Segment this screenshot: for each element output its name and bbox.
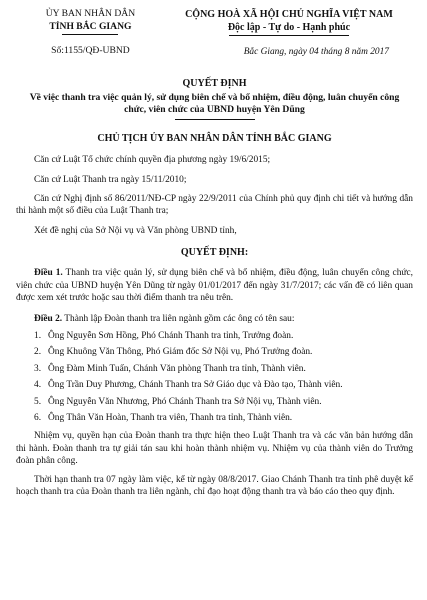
article-2 xyxy=(16,313,413,325)
legal-basis-4: Xét đề nghị của Sở Nội vụ và Văn phòng UBND tỉnh, xyxy=(34,225,237,236)
article-2-label: Điều 2. xyxy=(34,313,63,324)
list-item-number: 3. xyxy=(34,363,42,374)
list-item xyxy=(16,379,413,391)
subject-underline xyxy=(175,119,255,120)
list-item-text: Ông Khuông Văn Thông, Phó Giám đốc Sở Nội vụ, Phó Trưởng đoàn. xyxy=(48,347,313,358)
national-title: CỘNG HOÀ XÃ HỘI CHỦ NGHĨA VIỆT NAM xyxy=(185,9,393,20)
issue-date: Bắc Giang, ngày 04 tháng 8 năm 2017 xyxy=(243,47,389,58)
national-motto: Độc lập - Tự do - Hạnh phúc xyxy=(227,22,351,34)
list-item-text: Ông Đàm Minh Tuấn, Chánh Văn phòng Thanh tra tỉnh, Thành viên. xyxy=(48,363,306,374)
legal-basis-1: Căn cứ Luật Tổ chức chính quyền địa phương ngày 19/6/2015; xyxy=(34,155,271,166)
article-1-label: Điều 1. xyxy=(34,268,63,279)
signing-authority: CHỦ TỊCH ỦY BAN NHÂN DÂN TỈNH BẮC GIANG xyxy=(97,132,332,144)
list-item-number: 4. xyxy=(34,380,42,391)
authority-underline xyxy=(62,34,118,35)
inspection-period-paragraph: Thời hạn thanh tra 07 ngày làm việc, kể từ ngày 08/8/2017. Giao Chánh Thanh tra tỉnh phê duyệt kế hoạch thanh tra của Đoàn thanh tra liên ngành, chỉ đạo hoạt động thanh tra và báo cáo theo quy định. xyxy=(16,474,413,497)
list-item xyxy=(16,330,413,342)
national-title-block xyxy=(165,6,413,59)
document-title: QUYẾT ĐỊNH xyxy=(182,77,247,89)
team-duties-paragraph: Nhiệm vụ, quyền hạn của Đoàn thanh tra thực hiện theo Luật Thanh tra và các văn bản hướng dẫn thi hành. Đoàn thanh tra tự giải tán sau khi hoàn thành nhiệm vụ. Nhiệm vụ của thành viên do Trưởng đoàn phân công. xyxy=(16,431,413,467)
list-item-number: 2. xyxy=(34,347,42,358)
list-item xyxy=(16,412,413,424)
list-item-text: Ông Thân Văn Hoàn, Thanh tra viên, Thanh tra tỉnh, Thành viên. xyxy=(48,412,293,423)
article-1 xyxy=(16,267,413,304)
document-header xyxy=(16,6,413,59)
issuing-authority-line1: ỦY BAN NHÂN DÂN xyxy=(45,8,136,19)
inspection-team-list xyxy=(16,330,413,424)
list-item xyxy=(16,363,413,375)
legal-basis-2: Căn cứ Luật Thanh tra ngày 15/11/2010; xyxy=(34,174,187,185)
list-item-number: 6. xyxy=(34,412,42,423)
list-item-text: Ông Nguyễn Văn Nhương, Phó Chánh Thanh tra Sở Nội vụ, Thành viên. xyxy=(48,396,322,407)
list-item xyxy=(16,346,413,358)
list-item-number: 5. xyxy=(34,396,42,407)
list-item xyxy=(16,396,413,408)
motto-underline xyxy=(229,35,349,36)
list-item-text: Ông Trần Duy Phương, Chánh Thanh tra Sở Giáo dục và Đào tạo, Thành viên. xyxy=(48,380,343,391)
list-item-text: Ông Nguyễn Sơn Hồng, Phó Chánh Thanh tra tỉnh, Trưởng đoàn. xyxy=(48,330,294,341)
legal-basis-3: Căn cứ Nghị định số 86/2011/NĐ-CP ngày 22/9/2011 của Chính phủ quy định chi tiết và hướng dẫn thi hành một số điều của Luật Thanh tra; xyxy=(16,193,413,217)
list-item-number: 1. xyxy=(34,330,42,341)
document-number: Số:1155/QĐ-UBND xyxy=(51,45,130,57)
document-subject: Về việc thanh tra việc quản lý, sử dụng biên chế và bổ nhiệm, điều động, luân chuyển công chức, viên chức của UBND huyện Yên Dũng xyxy=(29,91,400,116)
article-2-text: Thành lập Đoàn thanh tra liên ngành gồm các ông có tên sau: xyxy=(62,313,295,324)
article-1-text: Thanh tra việc quản lý, sử dụng biên chế và bổ nhiệm, điều động, luân chuyển công chức, viên chức của UBND huyện Yên Dũng từ ngày 01/01/2017 đến ngày 31/7/2017; các vấn đề có liên quan được xem xét trước hoặc sau thời điểm thanh tra nêu trên. xyxy=(16,268,413,304)
decision-heading: QUYẾT ĐỊNH: xyxy=(180,247,249,259)
issuing-authority-block xyxy=(16,6,165,59)
issuing-authority-line2: TỈNH BẮC GIANG xyxy=(49,20,132,32)
